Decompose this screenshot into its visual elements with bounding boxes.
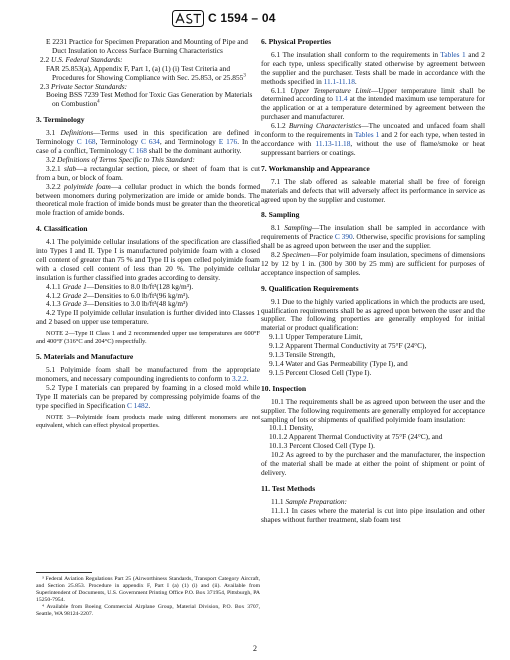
section-heading: 9. Qualification Requirements	[261, 283, 359, 293]
standard-designation: C 1594 – 04	[208, 11, 276, 25]
paragraph-3-2-1: 3.2.1 slab—a rectangular section, piece, or sheet of foam that is cut from a bun, or block of foam.	[36, 163, 260, 182]
list-item: 9.1.3 Tensile Strength,	[269, 350, 336, 360]
section-2-2-heading: 2.2 U.S. Federal Standards:	[40, 54, 123, 64]
paragraph-8-2: 8.2 Specimen—For polyimide foam insulation, specimens of dimensions 12 by 12 by 1 in. (300 by 300 by 25 mm) are sufficient for purposes of acceptance inspection of samples.	[261, 250, 485, 277]
paragraph-8-1: 8.1 Sampling—The insulation shall be sampled in accordance with requirements of Practice C 390. Otherwise, specific provisions for sampling shall be as agreed upon between the user and the supplier.	[261, 223, 486, 251]
paragraph-11-1: 11.1 Sample Preparation:	[271, 496, 347, 506]
section-heading: 11. Test Methods	[261, 483, 316, 493]
paragraph-6-1-1: 6.1.1 Upper Temperature Limit—Upper temperature limit shall be determined according to 11.4 at the intended maximum use temperature for the application or at a temperature determined by agreement between the purchaser and manufacturer.	[261, 85, 486, 122]
list-item: 9.1.4 Water and Gas Permeability (Type I), and	[269, 359, 408, 368]
list-item: 9.1.5 Percent Closed Cell (Type I).	[269, 367, 372, 377]
footnote-4: ⁴ Available from Boeing Commercial Airplane Group, Material Division, P.O. Box 3707, Seattle, WA 98124-2207.	[36, 604, 260, 617]
link-c634[interactable]: C 634	[141, 137, 160, 147]
paragraph-4-1-3: 4.1.3 Grade 3—Densities to 3.0 lb/ft³(48 kg/m³)	[46, 299, 188, 309]
page-header	[0, 8, 510, 30]
link-tables-1[interactable]: Tables 1	[354, 130, 380, 140]
paragraph-6-1: 6.1 The insulation shall conform to the requirements in Tables 1 and 2 for each type, unless specifically stated otherwise by agreement between the supplier and the purchaser. Tests shall be made in accordance with the methods specified in 11.1-11.18.	[261, 49, 485, 86]
paragraph-4-1-2: 4.1.2 Grade 2—Densities to 6.0 lb/ft³(96 kg/m³).	[46, 290, 190, 300]
section-heading: 4. Classification	[36, 224, 88, 234]
paragraph-3-2: 3.2 Definitions of Terms Specific to This Standard:	[46, 154, 195, 164]
reference-boeing: Boeing BSS 7239 Test Method for Toxic Gas Generation by Materials on Combustion$^4$	[46, 90, 253, 109]
link-11-13-11-18[interactable]: 11.13-11.18	[315, 138, 351, 148]
paragraph-10-2: 10.2 As agreed to by the purchaser and the manufacturer, the inspection of the material shall be made at either the point of shipment or point of delivery.	[261, 450, 485, 477]
link-c168[interactable]: C 168	[129, 145, 147, 155]
link-e176[interactable]: E 176	[218, 137, 238, 147]
link-c1482[interactable]: C 1482	[126, 400, 149, 410]
right-column	[261, 38, 485, 525]
paragraph-11-1-1: 11.1.1 In cases where the material is cut into pipe insulation and other shapes without further treatment, slab foam test	[261, 505, 485, 524]
link-3-2-2[interactable]: 3.2.2	[232, 374, 247, 383]
list-item: 10.1.3 Percent Closed Cell (Type I).	[269, 441, 375, 451]
section-heading: 10. Inspection	[261, 383, 307, 393]
paragraph-4-1-1: 4.1.1 Grade 1—Densities to 8.0 lb/ft³(128 kg/m³).	[46, 281, 194, 291]
list-item: 9.1.2 Apparent Thermal Conductivity at 75°F (24°C),	[269, 341, 427, 351]
reference-e2231: E 2231 Practice for Specimen Preparation and Mounting of Pipe and Duct Insulation to Access Surface Burning Characteristics	[46, 37, 248, 55]
note-3: NOTE 3—Polyimide foam products made using different monomers are not equivalent, which can effect physical properties.	[36, 413, 260, 429]
paragraph-3-1: 3.1 Definitions—Terms used in this specification are defined in Terminology C 168, Terminology C 634, and Terminology E 176. In the case of a conflict, Terminology C 168 shall be the dominant authority.	[36, 128, 260, 155]
list-item: 10.1.1 Density,	[269, 423, 314, 433]
list-item: 9.1.1 Upper Temperature Limit,	[269, 332, 363, 342]
list-item: 10.1.2 Apparent Thermal Conductivity at 75°F (24°C), and	[269, 432, 443, 442]
paragraph-6-1-2: 6.1.2 Burning Characteristics—The uncoated and unfaced foam shall conform to the requirements in Tables 1 and 2 for each type, when tested in accordance with 11.13-11.18, without the use of flame/smoke or heat suppressant barriers or coatings.	[261, 121, 485, 157]
section-heading: 8. Sampling	[261, 210, 300, 220]
footnotes	[36, 572, 260, 618]
page-number: 2	[253, 644, 257, 653]
paragraph-9-1: 9.1 Due to the highly varied applications in which the products are used, qualification requirements shall be as agreed upon between the user and the supplier. The following properties are generally employed for initial material or product qualification:	[261, 296, 485, 333]
footnote-3: ³ Federal Aviation Regulations Part 25 (Airworthiness Standards, Transport Category Aircraft, and Section 25.853. Procedure in appendix F, Part I (a) (1) (i) and (ii). Available from Superintendent of Documents, U.S. Government Printing Office P.O. Box 371954, Pittsburgh, PA 15250-7954.	[36, 576, 260, 603]
paragraph-10-1: 10.1 The requirements shall be as agreed upon between the user and the supplier. The following requirements are generally employed for acceptance sampling of lots or shipments of qualified polyimide foam insulation:	[261, 396, 485, 424]
section-heading: 6. Physical Properties	[261, 37, 332, 46]
paragraph-5-1: 5.1 Polyimide foam shall be manufactured from the appropriate monomers, and necessary compounding ingredients to conform to 3.2.2.	[36, 365, 260, 383]
paragraph-4-1: 4.1 The polyimide cellular insulations of the specification are classified into Types I and II. Type I is manufactured polyimide foam with a closed cell content of greater than 75 % and Type II is open celled polyimide foam with a closed cell content of less than 20 %. The polyimide cellular insulation is further classified into grades according to density.	[36, 237, 260, 282]
left-column	[36, 38, 260, 430]
paragraph-4-2: 4.2 Type II polyimide cellular insulation is further divided into Classes 1 and 2 based on upper use temperature.	[36, 308, 260, 327]
section-heading: 5. Materials and Manufacture	[36, 352, 134, 362]
link-11-4[interactable]: 11.4	[334, 94, 348, 104]
astm-logo-icon	[172, 10, 204, 27]
link-c390[interactable]: C 390	[334, 232, 353, 242]
link-tables-1[interactable]: Tables 1	[440, 49, 466, 59]
footnote-divider	[36, 572, 92, 573]
reference-far: FAR 25.853(a), Appendix F, Part 1, (a) (1) (i) Test Criteria and Procedures for Showing Compliance with Sec. 25.853, or 25.855$^3$	[46, 63, 246, 82]
paragraph-5-2: 5.2 Type I materials can prepared by foaming in a closed mold while Type II materials can be prepared by compressing polyimide foams of the type specified in Specification C 1482.	[36, 382, 260, 410]
section-2-3-heading: 2.3 Private Sector Standards:	[40, 81, 128, 91]
paragraph-7-1: 7.1 The slab offered as saleable material shall be free of foreign materials and defects that will adversely affect its performance in service as agreed upon by the supplier and customer.	[261, 176, 485, 204]
section-heading: 3. Terminology	[36, 115, 85, 125]
note-2: NOTE 2—Type II Class 1 and 2 recommended upper use temperatures are 600°F and 400°F (316°C and 204°C) respectfully.	[36, 330, 260, 346]
link-11-1-11-18[interactable]: 11.1-11.18	[323, 76, 355, 86]
link-c168[interactable]: C 168	[76, 137, 96, 147]
paragraph-3-2-2: 3.2.2 polyimide foam—a cellular product in which the bonds formed between monomers during polymerization are imide or amide bonds. The theoretical mole fraction of imide bonds must be greater than the theoretical mole fraction of amide bonds.	[36, 181, 260, 218]
section-heading: 7. Workmanship and Appearance	[261, 163, 370, 173]
